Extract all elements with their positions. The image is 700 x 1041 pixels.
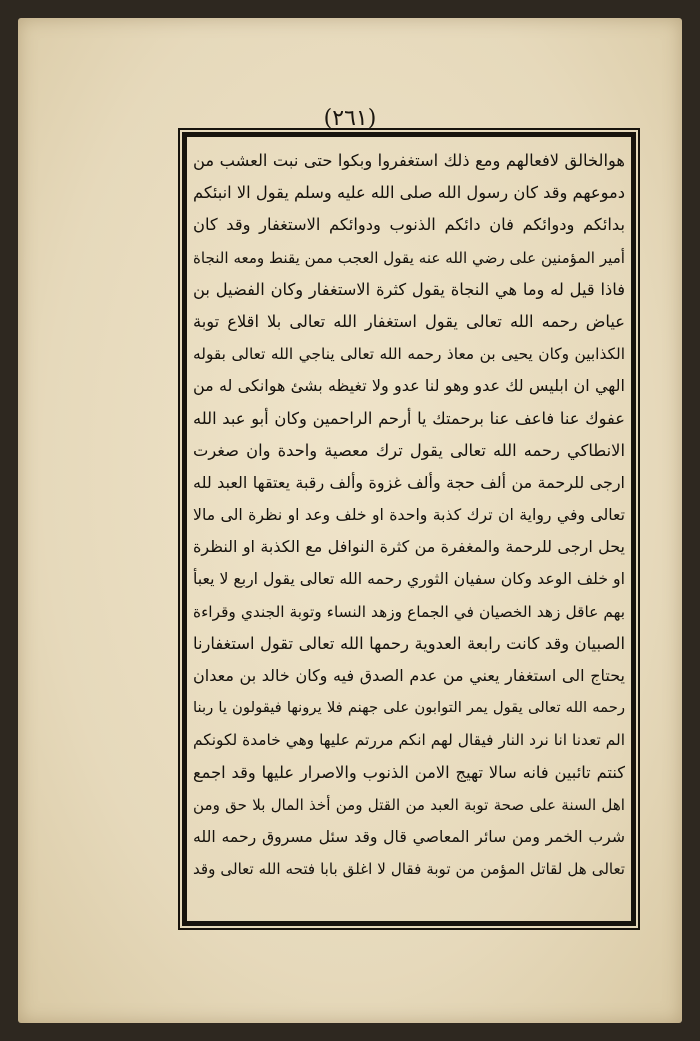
text-line: رحمه الله تعالى يقول يمر التوابون على جهنم فلا يرونها فيقولون يا ربنا [193, 699, 625, 717]
text-line: يحتاج الى استغفار يعني من عدم الصدق فيه وكان خالد بن معدان [193, 666, 625, 685]
book-page [18, 18, 682, 1023]
text-line: او خلف الوعد وكان سفيان الثوري رحمه الله تعالى يقول اربع لا يعبأ [193, 569, 625, 589]
text-line: عياض رحمه الله تعالى يقول استغفار الله تعالى بلا اقلاع توبة [193, 311, 625, 331]
text-line: تعالى هل لقاتل المؤمن من توبة فقال لا اغلق بابا فتحه الله تعالى وقد [193, 860, 625, 879]
text-line: يحل ارجى للرحمة والمغفرة من كثرة النوافل مع الكذبة او النظرة [193, 537, 625, 557]
text-line: دموعهم وقد كان رسول الله صلى الله عليه وسلم يقول الا انبئكم [193, 183, 625, 203]
text-line: هوالخالق لافعالهم ومع ذلك استغفروا وبكوا حتى نبت العشب من [193, 151, 625, 170]
text-line: فاذا قيل له وما هي النجاة يقول كثرة الاستغفار وكان الفضيل بن [193, 279, 625, 299]
text-line: بهم عاقل زهد الخصيان في الجماع وزهد النساء وتوبة الجندي وقراءة [193, 602, 625, 621]
text-line: الكذابين وكان يحيى بن معاذ رحمه الله تعالى يناجي الله تعالى بقوله [193, 345, 625, 364]
text-line: تعالى وفي رواية ان ترك كذبة واحدة او خلف وعد او نظرة الى مالا [193, 505, 625, 525]
text-line: الانطاكي رحمه الله تعالى يقول ترك معصية واحدة وان صغرت [193, 440, 625, 460]
text-line: عفوك عنا فاعف عنا برحمتك يا أرحم الراحمين وكان أبو عبد الله [193, 408, 625, 428]
text-line: كنتم تائبين فانه سالا تهيج الامن الذنوب والاصرار عليها وقد اجمع [193, 762, 625, 782]
text-frame [182, 132, 636, 926]
text-line: اهل السنة على صحة توبة العبد من القتل ومن أخذ المال بلا حق ومن [193, 795, 625, 814]
text-block [193, 145, 625, 913]
text-line: الهي ان ابليس لك عدو وهو لنا عدو ولا تغيظه بشئ هوانكى له من [193, 376, 625, 396]
text-line: بدائكم ودوائكم فان دائكم الذنوب ودوائكم الاستغفار وقد كان [193, 215, 625, 235]
text-line: أمير المؤمنين على رضي الله عنه يقول العجب ممن يقنط ومعه النجاة [193, 248, 625, 267]
text-line: شرب الخمر ومن سائر المعاصي قال وقد سئل مسروق رحمه الله [193, 826, 625, 846]
page-number: (٢٦١) [323, 106, 377, 131]
text-line: الصبيان وقد كانت رابعة العدوية رحمها الله تعالى تقول استغفارنا [193, 633, 625, 653]
text-line: الم تعدنا انا نرد النار فيقال لهم انكم مررتم عليها وهي خامدة لكونكم [193, 731, 625, 750]
text-line: ارجى للرحمة من ألف حجة وألف غزوة وألف رقبة يعتقها العبد لله [193, 472, 625, 492]
